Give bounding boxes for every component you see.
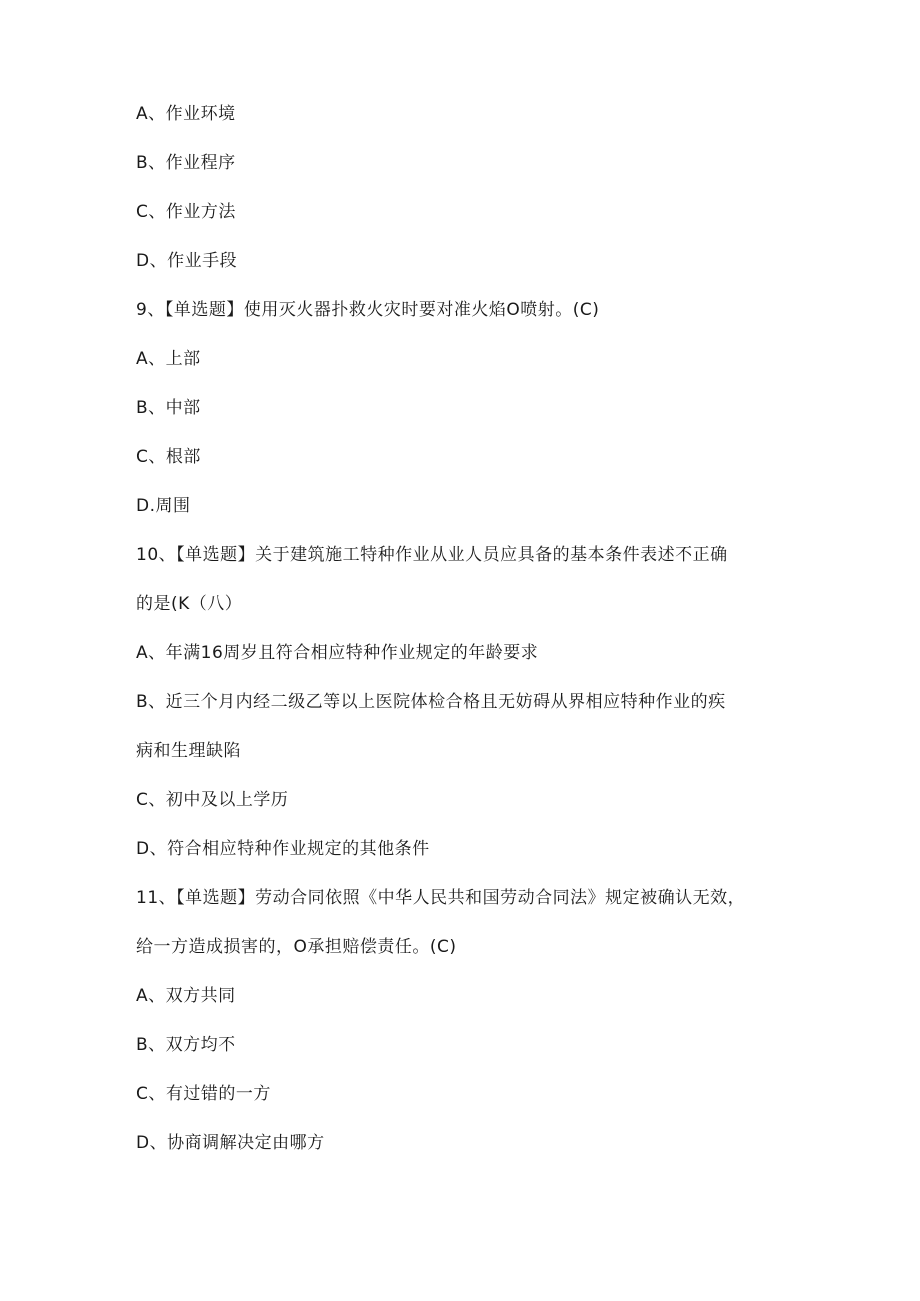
q10-option-c: C、初中及以上学历 bbox=[136, 790, 289, 810]
q11-option-a: A、双方共同 bbox=[136, 986, 236, 1006]
q11-question-line1: 11、【单选题】劳动合同依照《中华人民共和国劳动合同法》规定被确认无效， bbox=[136, 888, 746, 908]
q9-question: 9、【单选题】使用灭火器扑救火灾时要对准火焰O喷射。(C) bbox=[136, 300, 600, 320]
q10-question-line1: 10、【单选题】关于建筑施工特种作业从业人员应具备的基本条件表述不正确 bbox=[136, 545, 728, 565]
q9-option-b: B、中部 bbox=[136, 398, 201, 418]
q11-question-line2: 给一方造成损害的，O承担赔偿责任。(C) bbox=[136, 937, 457, 957]
q11-option-b: B、双方均不 bbox=[136, 1035, 236, 1055]
q10-option-b-continued: 病和生理缺陷 bbox=[136, 741, 241, 761]
q11-option-d: D、协商调解决定由哪方 bbox=[136, 1133, 325, 1153]
q11-option-c: C、有过错的一方 bbox=[136, 1084, 271, 1104]
q9-option-a: A、上部 bbox=[136, 349, 201, 369]
q10-option-d: D、符合相应特种作业规定的其他条件 bbox=[136, 839, 430, 859]
q8-option-a: A、作业环境 bbox=[136, 104, 236, 124]
q10-option-a: A、年满16周岁且符合相应特种作业规定的年龄要求 bbox=[136, 643, 539, 663]
q9-option-d: D.周围 bbox=[136, 496, 191, 516]
q9-option-c: C、根部 bbox=[136, 447, 201, 467]
q8-option-c: C、作业方法 bbox=[136, 202, 236, 222]
q8-option-b: B、作业程序 bbox=[136, 153, 236, 173]
q8-option-d: D、作业手段 bbox=[136, 251, 238, 271]
q10-option-b: B、近三个月内经二级乙等以上医院体检合格且无妨碍从界相应特种作业的疾 bbox=[136, 692, 726, 712]
q10-question-line2: 的是(K（八） bbox=[136, 594, 243, 614]
